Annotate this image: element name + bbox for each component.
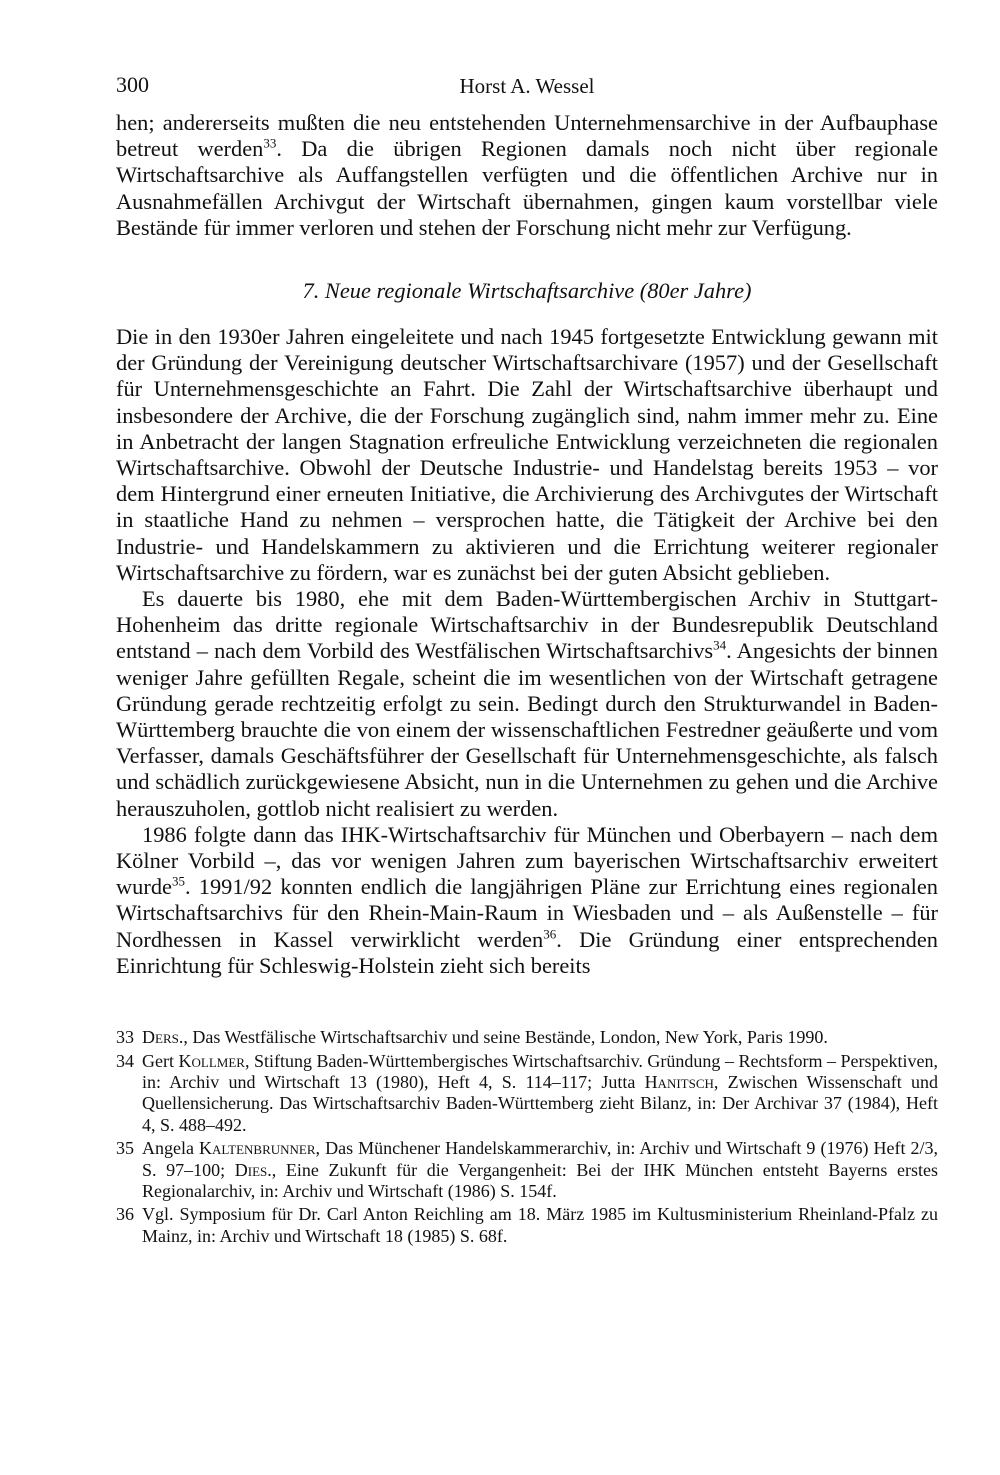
- running-head: Horst A. Wessel: [459, 74, 595, 98]
- section-heading: 7. Neue regionale Wirtschaftsarchive (80er Jahre): [302, 278, 752, 304]
- footnote-number: 33: [116, 1027, 134, 1048]
- footnote-ref-36[interactable]: 36: [543, 926, 557, 942]
- footnote-text: Vgl. Symposium für Dr. Carl Anton Reichling am 18. März 1985 im Kultusministerium Rheinland-Pfalz zu Mainz, in: Archiv und Wirtschaft 18 (1985) S. 68f.: [142, 1204, 938, 1246]
- footnote-number: 36: [116, 1204, 134, 1225]
- paragraph-2: Die in den 1930er Jahren eingeleitete und nach 1945 fortgesetzte Entwicklung gewann mit der Gründung der Vereinigung deutscher Wirtschaftsarchivare (1957) und der Gesellschaft für Unternehmensgeschichte an Fahrt. Die Zahl der Wirtschaftsarchive überhaupt und insbesondere der Archive, die der Forschung zugänglich sind, nahm immer mehr zu. Eine in Anbetracht der langen Stagnation erfreuliche Entwicklung verzeichneten die regionalen Wirtschaftsarchive. Obwohl der Deutsche Industrie- und Handelstag bereits 1953 – vor dem Hintergrund einer erneuten Initiative, die Archivierung des Archivgutes der Wirtschaft in staatliche Hand zu nehmen – versprochen hatte, die Tätigkeit der Archive bei den Industrie- und Handelskammern zu aktivieren und die Errichtung weiterer regionaler Wirtschaftsarchive zu fördern, war es zunächst bei der guten Absicht geblieben.: [116, 324, 938, 585]
- author-name: Kaltenbrunner: [199, 1138, 316, 1159]
- footnote-number: 35: [116, 1138, 134, 1159]
- footnote-35: [116, 1138, 938, 1202]
- footnote-ref-35[interactable]: 35: [171, 873, 185, 889]
- footnote-36: [116, 1204, 938, 1247]
- document-page: [116, 70, 938, 1249]
- author-name: Ders.: [142, 1027, 184, 1048]
- paragraph-4: 1986 folgte dann das IHK-Wirtschaftsarchiv für München und Oberbayern – nach dem Kölner Vorbild –, das vor wenigen Jahren zum bayerischen Wirtschaftsarchiv erweitert wurde$^{35}$. 1991/92 konnten endlich die langjährigen Pläne zur Errichtung eines regionalen Wirtschaftsarchivs für den Rhein-Main-Raum in Wiesbaden und – als Außenstelle – für Nordhessen in Kassel verwirklicht werden$^{36}$. Die Gründung einer entsprechenden Einrichtung für Schleswig-Holstein zieht sich bereits: [116, 821, 938, 978]
- footnote-text: Angela Kaltenbrunner, Das Münchener Handelskammerarchiv, in: Archiv und Wirtschaft 9 (1976) Heft 2/3, S. 97–100; Dies., Eine Zukunft für die Vergangenheit: Bei der IHK München entsteht Bayerns erstes Regionalarchiv, in: Archiv und Wirtschaft (1986) S. 154f.: [142, 1138, 939, 1201]
- body-text: [116, 110, 938, 979]
- page-header: [116, 70, 938, 104]
- footnote-ref-33[interactable]: 33: [263, 135, 277, 151]
- author-name: Dies.: [234, 1159, 272, 1180]
- footnote-text: Gert Kollmer, Stiftung Baden-Württembergisches Wirtschaftsarchiv. Gründung – Rechtsform – Perspektiven, in: Archiv und Wirtschaft 13 (1980), Heft 4, S. 114–117; Jutta Hanitsch, Zwischen Wissenschaft und Quellensicherung. Das Wirtschaftsarchiv Baden-Württemberg zieht Bilanz, in: Der Archivar 37 (1984), Heft 4, S. 488–492.: [142, 1050, 938, 1135]
- footnote-text: Ders., Das Westfälische Wirtschaftsarchiv und seine Bestände, London, New York, Paris 1990.: [142, 1027, 828, 1048]
- page-number: 300: [116, 72, 149, 97]
- author-name: Kollmer: [178, 1050, 245, 1071]
- footnote-ref-34[interactable]: 34: [713, 637, 727, 653]
- footnotes: [116, 1027, 938, 1247]
- paragraph-3: Es dauerte bis 1980, ehe mit dem Baden-Württembergischen Archiv in Stuttgart-Hohenheim das dritte regionale Wirtschaftsarchiv in der Bundesrepublik Deutschland entstand – nach dem Vorbild des Westfälischen Wirtschaftsarchivs$^{34}$. Angesichts der binnen weniger Jahre gefüllten Regale, scheint die im wesentlichen von der Wirtschaft getragene Gründung gerade rechtzeitig erfolgt zu sein. Bedingt durch den Strukturwandel in Baden-Württemberg brauchte die von einem der wissenschaftlichen Festredner geäußerte und vom Verfasser, damals Geschäftsführer der Gesellschaft für Unternehmensgeschichte, als falsch und schädlich zurückgewiesene Absicht, nun in die Unternehmen zu gehen und die Archive herauszuholen, gottlob nicht realisiert zu werden.: [116, 586, 938, 821]
- footnote-number: 34: [116, 1050, 134, 1071]
- author-name: Hanitsch: [644, 1071, 714, 1092]
- paragraph-1: hen; andererseits mußten die neu entstehenden Unternehmensarchive in der Aufbauphase betreut werden$^{33}$. Da die übrigen Regionen damals noch nicht über regionale Wirtschaftsarchive als Auffangstellen verfügten und die öffentlichen Archive nur in Ausnahmefällen Archivgut der Wirtschaft übernahmen, gingen kaum vorstellbar viele Bestände für immer verloren und stehen der Forschung nicht mehr zur Verfügung.: [116, 110, 939, 240]
- footnote-33: [116, 1027, 938, 1048]
- footnote-34: [116, 1051, 938, 1137]
